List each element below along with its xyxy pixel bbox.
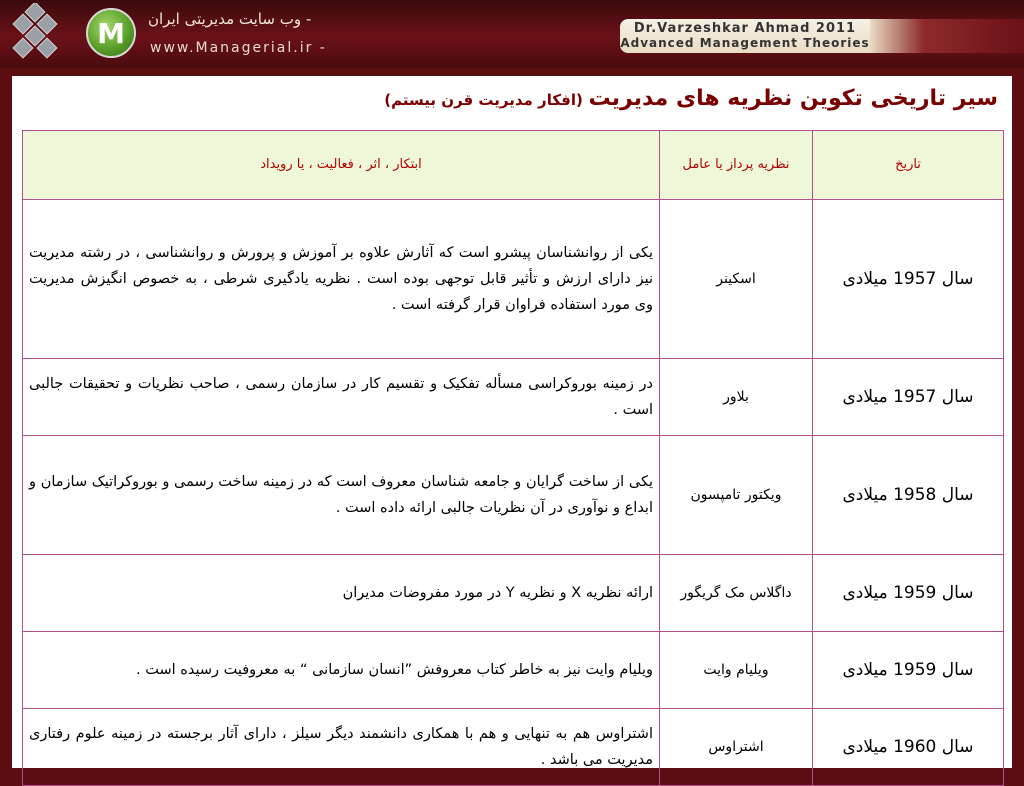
title-sub: (افکار مدیریت قرن بیستم) <box>384 91 583 109</box>
header-event: ابتکار ، اثر ، فعالیت ، یا رویداد <box>23 131 660 200</box>
row-event: ویلیام وایت نیز به خاطر کتاب معروفش ”انسان سازمانی “ به معروفیت رسیده است . <box>23 632 660 709</box>
table-row <box>23 555 1004 632</box>
row-date: سال 1960 میلادی <box>813 709 1004 786</box>
table-row <box>23 632 1004 709</box>
table-header-row <box>23 131 1004 200</box>
row-date: سال 1959 میلادی <box>813 555 1004 632</box>
row-theorist: ویکتور تامپسون <box>660 436 813 555</box>
course-banner <box>620 19 870 53</box>
table-row <box>23 359 1004 436</box>
iran-emblem-logo-icon <box>4 3 66 65</box>
table-row <box>23 436 1004 555</box>
row-theorist: اسکینر <box>660 200 813 359</box>
history-table <box>22 130 1004 786</box>
row-date: سال 1957 میلادی <box>813 200 1004 359</box>
table-row <box>23 200 1004 359</box>
site-url-link[interactable]: www.Managerial.ir - <box>150 40 327 56</box>
title-main: سیر تاریخی تکوین نظریه های مدیریت <box>588 86 998 111</box>
row-theorist: ویلیام وایت <box>660 632 813 709</box>
header-date: تاریخ <box>813 131 1004 200</box>
row-event: یکی از روانشناسان پیشرو است که آثارش علاوه بر آموزش و پرورش و روانشناسی ، در رشته مدیریت نیز دارای ارزش و تأثیر قابل توجهی بوده است . نظریه یادگیری شرطی ، به خصوص انگیزش مدیریت وی مورد استفاده فراوان قرار گرفته است . <box>23 200 660 359</box>
managerial-logo-icon: M <box>86 8 136 58</box>
row-date: سال 1957 میلادی <box>813 359 1004 436</box>
row-theorist: داگلاس مک گریگور <box>660 555 813 632</box>
author-label: Dr.Varzeshkar Ahmad 2011 <box>633 21 857 36</box>
row-event: یکی از ساخت گرایان و جامعه شناسان معروف است که در زمینه ساخت رسمی و بوروکراتیک سازمان و ابداع و نوآوری در آن نظریات جالبی ارائه داده است . <box>23 436 660 555</box>
site-name: - وب سایت مدیریتی ایران <box>148 10 312 28</box>
banner-tail <box>870 19 1024 53</box>
row-date: سال 1959 میلادی <box>813 632 1004 709</box>
row-event: ارائه نظریه X و نظریه Y در مورد مفروضات مدیران <box>23 555 660 632</box>
row-event: در زمینه بوروکراسی مسأله تفکیک و تقسیم کار در سازمان رسمی ، صاحب نظریات و تحقیقات جالبی است . <box>23 359 660 436</box>
course-label: Advanced Management Theories <box>620 36 870 50</box>
table-row <box>23 709 1004 786</box>
header-theorist: نظریه پرداز یا عامل <box>660 131 813 200</box>
row-theorist: اشتراوس <box>660 709 813 786</box>
slide-title <box>384 86 998 111</box>
row-theorist: بلاور <box>660 359 813 436</box>
header-banner <box>0 0 1024 68</box>
row-event: اشتراوس هم به تنهایی و هم با همکاری دانشمند دیگر سیلز ، دارای آثار برجسته در زمینه علوم رفتاری مدیریت می باشد . <box>23 709 660 786</box>
row-date: سال 1958 میلادی <box>813 436 1004 555</box>
slide-content <box>12 76 1012 768</box>
